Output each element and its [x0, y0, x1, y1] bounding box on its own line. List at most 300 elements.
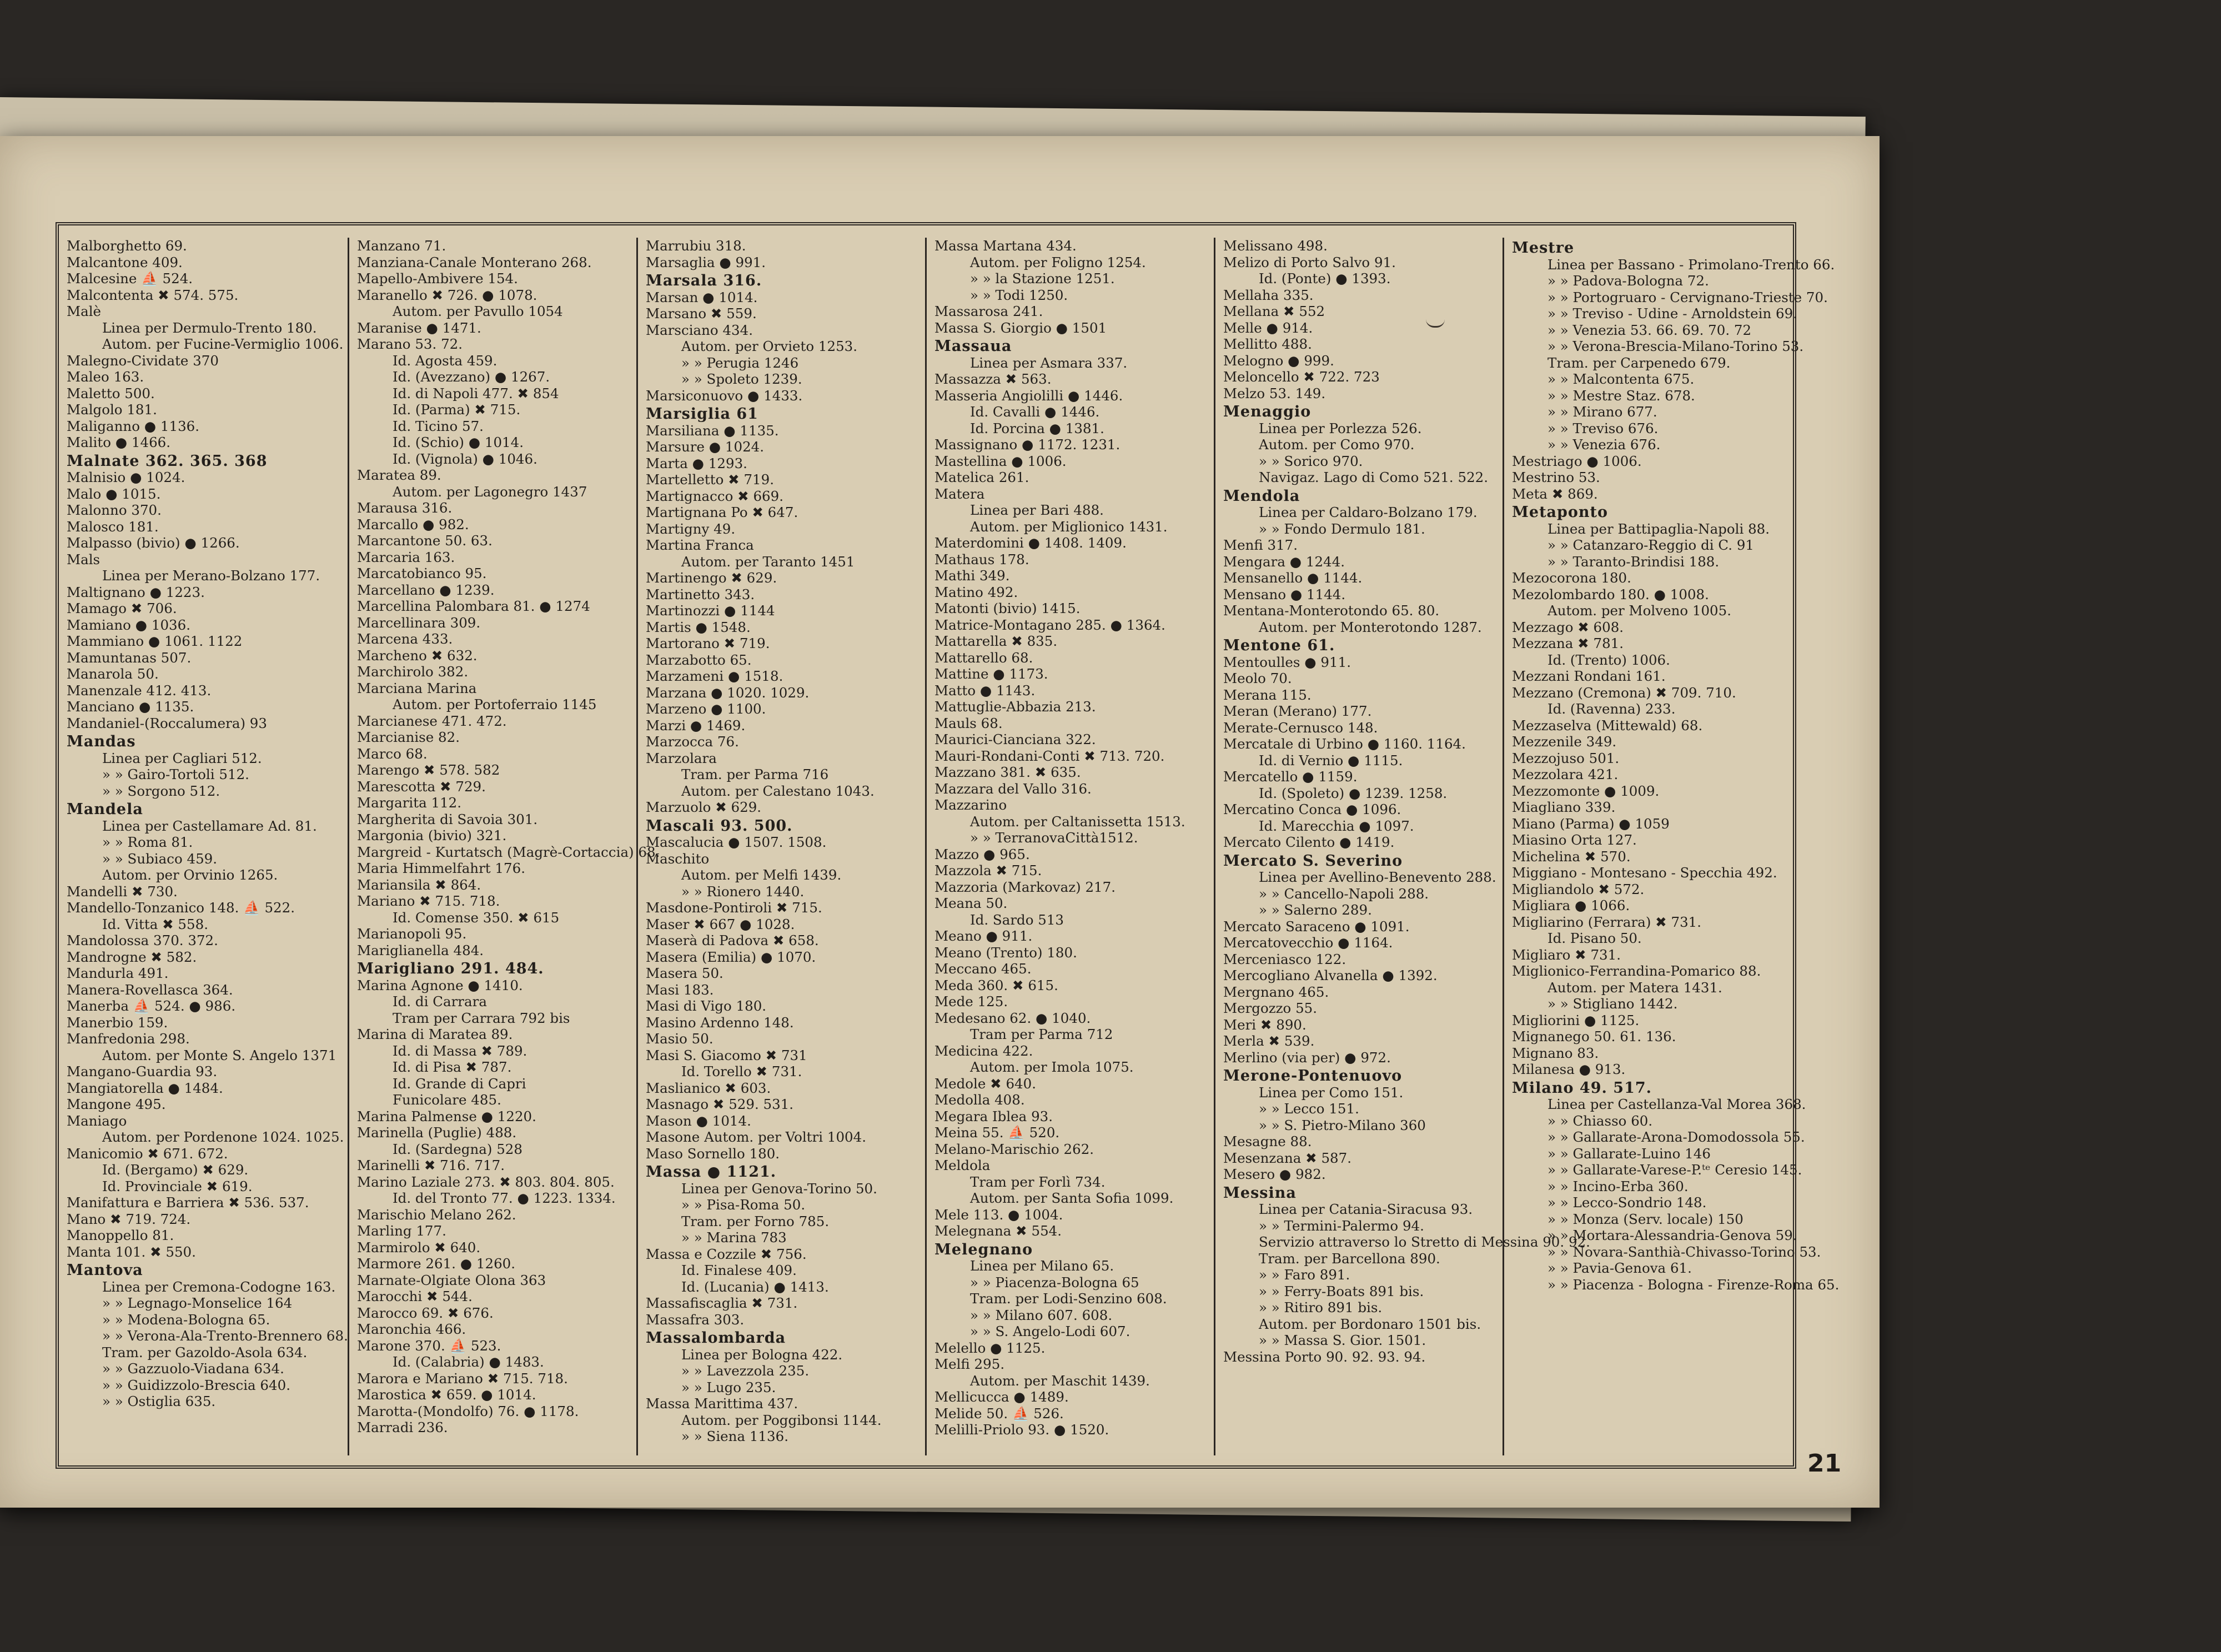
index-entry: » » Cancello-Napoli 288. [1259, 885, 1429, 902]
index-entry: Miano (Parma) ● 1059 [1512, 815, 1670, 832]
index-entry: Autom. per Orvinio 1265. [102, 867, 278, 883]
index-entry: Mestriago ● 1006. [1512, 453, 1642, 469]
index-entry: Miasino Orta 127. [1512, 832, 1637, 848]
index-entry: Masdone-Pontiroli ✖ 715. [646, 900, 822, 916]
index-entry: Manziana-Canale Monterano 268. [357, 254, 592, 270]
index-entry: Marino Laziale 273. ✖ 803. 804. 805. [357, 1173, 615, 1190]
index-entry: Massazza ✖ 563. [934, 371, 1052, 387]
index-entry: Tram. per Barcellona 890. [1259, 1250, 1440, 1267]
index-heading: Mandela [67, 801, 143, 818]
index-entry: Masseria Angiolilli ● 1446. [934, 387, 1123, 404]
index-entry: Autom. per Caltanissetta 1513. [970, 813, 1185, 830]
index-entry: Merana 115. [1223, 686, 1312, 703]
index-entry: » » Lugo 235. [681, 1379, 776, 1395]
index-entry: Migliarino (Ferrara) ✖ 731. [1512, 913, 1702, 930]
index-entry: Mathi 349. [934, 568, 1010, 584]
index-entry: Mangano-Guardia 93. [67, 1063, 218, 1079]
index-entry: Maser ✖ 667 ● 1028. [646, 916, 795, 932]
index-entry: Id. Ticino 57. [393, 418, 484, 434]
index-entry: Malborghetto 69. [67, 238, 187, 254]
index-entry: Martinozzi ● 1144 [646, 602, 775, 619]
index-entry: Melello ● 1125. [934, 1339, 1046, 1356]
index-entry: Matino 492. [934, 584, 1018, 600]
index-entry: Mergozzo 55. [1223, 1000, 1318, 1016]
index-entry: Marcaria 163. [357, 549, 455, 565]
index-entry: Malcantone 409. [67, 254, 183, 270]
index-entry: Marsiconuovo ● 1433. [646, 387, 803, 404]
index-entry: » » Guidizzolo-Brescia 640. [102, 1377, 290, 1393]
index-entry: Merla ✖ 539. [1223, 1033, 1315, 1049]
index-entry: Linea per Caldaro-Bolzano 179. [1259, 504, 1478, 520]
index-entry: Margonia (bivio) 321. [357, 827, 507, 843]
index-entry: Maurici-Cianciana 322. [934, 731, 1096, 747]
index-entry: Maronchia 466. [357, 1321, 466, 1337]
book-page [0, 136, 1880, 1508]
index-entry: Marcena 433. [357, 631, 453, 647]
index-entry: Mazzoria (Markovaz) 217. [934, 878, 1116, 895]
index-entry: Miagliano 339. [1512, 799, 1616, 815]
index-entry: Autom. per Como 970. [1259, 436, 1415, 453]
index-entry: Maranise ● 1471. [357, 319, 481, 336]
index-entry: Mercatale di Urbino ● 1160. 1164. [1223, 736, 1466, 752]
index-entry: Martina Franca [646, 537, 754, 553]
index-entry: Marengo ✖ 578. 582 [357, 762, 500, 778]
index-entry: Marling 177. [357, 1223, 446, 1239]
index-heading: Mascali 93. 500. [646, 817, 793, 835]
index-entry: Linea per Bassano - Primolano-Trento 66. [1547, 256, 1835, 273]
index-entry: Id. Sardo 513 [970, 911, 1064, 928]
index-entry: Mergnano 465. [1223, 983, 1329, 1000]
index-entry: Marnate-Olgiate Olona 363 [357, 1272, 546, 1288]
index-entry: Marzi ● 1469. [646, 717, 746, 734]
index-entry: Marocco 69. ✖ 676. [357, 1304, 494, 1321]
index-entry: Mandelli ✖ 730. [67, 883, 178, 900]
index-entry: » » Malcontenta 675. [1547, 371, 1695, 387]
index-entry: Id. Porcina ● 1381. [970, 420, 1104, 436]
index-entry: Maltignano ● 1223. [67, 584, 205, 600]
index-entry: Marora e Mariano ✖ 715. 718. [357, 1370, 568, 1387]
index-entry: Manoppello 81. [67, 1227, 174, 1243]
index-entry: Mezolombardo 180. ● 1008. [1512, 586, 1709, 602]
index-entry: » » Milano 607. 608. [970, 1307, 1113, 1323]
index-entry: Malpasso (bivio) ● 1266. [67, 535, 240, 551]
index-entry: Manera-Rovellasca 364. [67, 981, 233, 998]
index-entry: Massarosa 241. [934, 303, 1043, 319]
index-entry: Martigny 49. [646, 520, 736, 537]
index-entry: Migliaro ✖ 731. [1512, 946, 1621, 963]
index-heading: Mestre [1512, 239, 1575, 257]
index-entry: Martinengo ✖ 629. [646, 570, 777, 586]
index-entry: » » Mestre Staz. 678. [1547, 387, 1695, 404]
index-entry: Martignacco ✖ 669. [646, 488, 784, 504]
index-entry: Manciano ● 1135. [67, 699, 194, 715]
index-entry: Autom. per Calestano 1043. [681, 782, 875, 799]
index-entry: Autom. per Poggibonsi 1144. [681, 1412, 882, 1428]
index-entry: » » Padova-Bologna 72. [1547, 273, 1709, 289]
index-entry: » » Spoleto 1239. [681, 371, 802, 387]
index-entry: Mignano 83. [1512, 1045, 1599, 1061]
index-entry: Marmore 261. ● 1260. [357, 1256, 516, 1272]
index-entry: Marcellano ● 1239. [357, 581, 495, 598]
index-entry: Mazzarino [934, 797, 1007, 813]
index-entry: Marcheno ✖ 632. [357, 647, 478, 664]
index-entry: » » Verona-Ala-Trento-Brennero 68. [102, 1328, 348, 1344]
index-entry: Autom. per Molveno 1005. [1547, 602, 1732, 619]
index-entry: Migliandolo ✖ 572. [1512, 881, 1645, 897]
index-entry: Medicina 422. [934, 1042, 1033, 1059]
index-entry: Autom. per Miglionico 1431. [970, 518, 1168, 535]
index-entry: Marcallo ● 982. [357, 516, 469, 533]
index-entry: Id. (Spoleto) ● 1239. 1258. [1259, 785, 1448, 801]
index-entry: Marcellina Palombara 81. ● 1274 [357, 598, 590, 614]
index-entry: Autom. per Fucine-Vermiglio 1006. [102, 336, 344, 352]
index-entry: Autom. per Foligno 1254. [970, 254, 1146, 270]
index-entry: Linea per Genova-Torino 50. [681, 1180, 877, 1197]
index-entry: » » Gallarate-Varese-P.ᵗᵉ Ceresio 145. [1547, 1162, 1802, 1178]
index-entry: Mesero ● 982. [1223, 1166, 1326, 1182]
index-entry: Id. (Ponte) ● 1393. [1259, 270, 1391, 287]
index-entry: Massa Martana 434. [934, 238, 1077, 254]
index-entry: » » Mirano 677. [1547, 404, 1657, 420]
index-entry: Marostica ✖ 659. ● 1014. [357, 1387, 536, 1403]
index-entry: Massa e Cozzile ✖ 756. [646, 1246, 807, 1262]
index-entry: Masera (Emilia) ● 1070. [646, 948, 816, 965]
index-entry: » » Lecco-Sondrio 148. [1547, 1194, 1707, 1211]
index-entry: Meda 360. ✖ 615. [934, 977, 1058, 993]
index-heading: Melegnano [934, 1241, 1033, 1258]
index-entry: Michelina ✖ 570. [1512, 848, 1631, 865]
index-entry: » » Gazzuolo-Viadana 634. [102, 1360, 284, 1377]
index-entry: Malnisio ● 1024. [67, 469, 185, 485]
index-entry: Marzolara [646, 750, 717, 766]
index-entry: Martis ● 1548. [646, 619, 751, 635]
index-entry: » » Todi 1250. [970, 287, 1068, 303]
index-entry: Melano-Marischio 262. [934, 1141, 1094, 1157]
index-heading: Massalombarda [646, 1329, 786, 1347]
index-entry: » » Gallarate-Luino 146 [1547, 1145, 1711, 1162]
index-heading: Mendola [1223, 487, 1300, 505]
index-entry: Martignana Po ✖ 647. [646, 504, 798, 520]
index-entry: Marsaglia ● 991. [646, 254, 766, 270]
index-entry: Id. Cavalli ● 1446. [970, 404, 1100, 420]
index-entry: Marinella (Puglie) 488. [357, 1124, 517, 1141]
index-entry: Merceniasco 122. [1223, 951, 1346, 967]
index-entry: Id. di Napoli 477. ✖ 854 [393, 385, 559, 401]
index-entry: » » Roma 81. [102, 834, 193, 850]
index-heading: Malnate 362. 365. 368 [67, 452, 268, 470]
index-entry: Linea per Cagliari 512. [102, 750, 262, 766]
index-entry: » » Gairo-Tortoli 512. [102, 766, 249, 782]
index-entry: Id. (Vignola) ● 1046. [393, 450, 537, 467]
index-entry: Marzana ● 1020. 1029. [646, 684, 810, 701]
index-entry: Mellana ✖ 552 [1223, 303, 1325, 319]
index-entry: Id. Comense 350. ✖ 615 [393, 909, 560, 926]
index-entry: Mellitto 488. [1223, 336, 1312, 352]
index-entry: » » TerranovaCittà1512. [970, 830, 1138, 846]
index-entry: » » Treviso 676. [1547, 420, 1659, 436]
index-entry: Marina di Maratea 89. [357, 1026, 513, 1042]
index-entry: Marano 53. 72. [357, 336, 463, 352]
index-entry: Meloncello ✖ 722. 723 [1223, 369, 1380, 385]
index-entry: Maratea 89. [357, 467, 441, 483]
index-entry: Manfredonia 298. [67, 1031, 190, 1047]
index-entry: » » Catanzaro-Reggio di C. 91 [1547, 537, 1755, 553]
index-entry: Mezzano (Cremona) ✖ 709. 710. [1512, 684, 1736, 701]
index-entry: Linea per Catania-Siracusa 93. [1259, 1201, 1473, 1217]
index-entry: Id. (Avezzano) ● 1267. [393, 369, 550, 385]
index-entry: Melle ● 914. [1223, 319, 1313, 336]
index-entry: Marotta-(Mondolfo) 76. ● 1178. [357, 1403, 579, 1419]
index-entry: Melide 50. ⛵ 526. [934, 1405, 1064, 1422]
index-entry: Malè [67, 303, 102, 319]
index-heading: Mandas [67, 733, 136, 750]
index-entry: Autom. per Monte S. Angelo 1371 [102, 1047, 337, 1063]
index-entry: Funicolare 485. [393, 1092, 501, 1108]
index-entry: Messina Porto 90. 92. 93. 94. [1223, 1348, 1426, 1365]
index-entry: Mariano ✖ 715. 718. [357, 893, 500, 909]
index-entry: Maniago [67, 1112, 127, 1129]
index-entry: Mellaha 335. [1223, 287, 1314, 303]
index-entry: Massignano ● 1172. 1231. [934, 436, 1120, 453]
index-entry: Mandolossa 370. 372. [67, 932, 218, 948]
index-entry: Manenzale 412. 413. [67, 682, 212, 699]
index-entry: Mammiano ● 1061. 1122 [67, 633, 243, 649]
index-entry: Tram per Carrara 792 bis [393, 1010, 570, 1026]
index-entry: Massafiscaglia ✖ 731. [646, 1295, 798, 1311]
index-entry: Maslianico ✖ 603. [646, 1079, 771, 1096]
index-entry: Manta 101. ✖ 550. [67, 1243, 196, 1260]
index-entry: Id. Agosta 459. [393, 352, 498, 369]
index-entry: Id. (Bergamo) ✖ 629. [102, 1162, 249, 1178]
index-entry: Meano ● 911. [934, 928, 1033, 944]
index-entry: Mandello-Tonzanico 148. ⛵ 522. [67, 900, 295, 916]
index-entry: Marciana Marina [357, 680, 477, 696]
index-entry: » » Sorico 970. [1259, 453, 1363, 469]
index-entry: Linea per Milano 65. [970, 1258, 1114, 1274]
index-entry: » » Incino-Erba 360. [1547, 1178, 1689, 1194]
index-entry: Autom. per Pordenone 1024. 1025. [102, 1129, 344, 1145]
index-entry: » » Novara-Santhià-Chivasso-Torino 53. [1547, 1243, 1821, 1260]
index-entry: Maschito [646, 850, 710, 867]
index-entry: » » Monza (Serv. locale) 150 [1547, 1211, 1743, 1227]
index-entry: Maso Sornello 180. [646, 1145, 780, 1162]
index-entry: Menfi 317. [1223, 537, 1298, 553]
index-entry: Tram per Parma 712 [970, 1026, 1113, 1042]
index-entry: Marcianese 471. 472. [357, 712, 507, 729]
index-entry: » » Taranto-Brindisi 188. [1547, 553, 1720, 570]
index-entry: Tram per Forlì 734. [970, 1173, 1106, 1190]
index-entry: Mariansila ✖ 864. [357, 876, 481, 893]
index-entry: » » Chiasso 60. [1547, 1112, 1653, 1129]
index-entry: Marsure ● 1024. [646, 439, 765, 455]
index-entry: Marzabotto 65. [646, 651, 752, 668]
index-heading: Marsala 316. [646, 272, 762, 289]
index-entry: Linea per Porlezza 526. [1259, 420, 1422, 436]
index-entry: Manifattura e Barriera ✖ 536. 537. [67, 1194, 309, 1211]
index-entry: » » Lavezzola 235. [681, 1363, 810, 1379]
index-entry: Mercatello ● 1159. [1223, 769, 1358, 785]
index-entry: Autom. per Monterotondo 1287. [1259, 619, 1482, 635]
index-entry: Mercatino Conca ● 1096. [1223, 801, 1401, 817]
index-entry: » » Venezia 676. [1547, 436, 1661, 453]
index-entry: » » Legnago-Monselice 164 [102, 1295, 293, 1311]
index-column-1 [59, 238, 348, 1455]
index-entry: Autom. per Melfi 1439. [681, 867, 842, 883]
index-entry: » » Portogruaro - Cervignano-Trieste 70. [1547, 289, 1828, 305]
index-entry: Mapello-Ambivere 154. [357, 270, 518, 287]
index-entry: » » Stigliano 1442. [1547, 996, 1678, 1012]
index-heading: Mentone 61. [1223, 637, 1335, 654]
index-entry: » » S. Angelo-Lodi 607. [970, 1323, 1130, 1339]
index-entry: Mezzana ✖ 781. [1512, 635, 1624, 651]
index-entry: Massa Marittima 437. [646, 1395, 798, 1412]
index-entry: Mezocorona 180. [1512, 570, 1631, 586]
index-entry: Tram. per Carpenedo 679. [1547, 354, 1731, 371]
index-entry: » » Subiaco 459. [102, 850, 218, 867]
index-heading: Marsiglia 61 [646, 405, 758, 423]
index-entry: Marsciano 434. [646, 322, 753, 338]
index-entry: Mercato Saraceno ● 1091. [1223, 918, 1410, 935]
index-entry: Malgolo 181. [67, 401, 157, 418]
index-entry: Meina 55. ⛵ 520. [934, 1124, 1060, 1141]
index-entry: Id. (Sardegna) 528 [393, 1141, 522, 1157]
index-entry: Mercatovecchio ● 1164. [1223, 935, 1393, 951]
index-entry: Linea per Castellamare Ad. 81. [102, 817, 317, 834]
index-entry: Mathaus 178. [934, 551, 1029, 568]
index-entry: » » Lecco 151. [1259, 1101, 1359, 1117]
index-entry: Massafra 303. [646, 1311, 745, 1328]
index-entry: Id. Finalese 409. [681, 1262, 797, 1278]
index-entry: Masnago ✖ 529. 531. [646, 1096, 794, 1112]
index-entry: Linea per Avellino-Benevento 288. [1259, 869, 1496, 885]
index-entry: » » Perugia 1246 [681, 354, 799, 371]
index-entry: Mamago ✖ 706. [67, 600, 177, 616]
index-entry: Autom. per Matera 1431. [1547, 979, 1722, 996]
index-entry: Marcianise 82. [357, 729, 460, 745]
index-entry: Malcesine ⛵ 524. [67, 270, 193, 287]
index-entry: Autom. per Portoferraio 1145 [393, 696, 597, 712]
index-entry: Migliorini ● 1125. [1512, 1012, 1640, 1028]
index-entry: Mesenzana ✖ 587. [1223, 1149, 1351, 1166]
index-entry: Mestrino 53. [1512, 469, 1600, 485]
index-entry: Mandrogne ✖ 582. [67, 948, 197, 965]
index-entry: Tram. per Gazoldo-Asola 634. [102, 1344, 308, 1360]
index-entry: Milanesa ● 913. [1512, 1061, 1626, 1077]
index-entry: Marzameni ● 1518. [646, 668, 783, 684]
index-entry: Masi di Vigo 180. [646, 998, 767, 1014]
index-heading: Messina [1223, 1184, 1297, 1202]
index-entry: Mezzolara 421. [1512, 766, 1619, 782]
index-entry: Melogno ● 999. [1223, 352, 1334, 369]
index-entry: Marmirolo ✖ 640. [357, 1239, 481, 1256]
index-entry: Linea per Merano-Bolzano 177. [102, 568, 320, 584]
index-entry: » » Ostiglia 635. [102, 1393, 216, 1409]
index-entry: Matelica 261. [934, 469, 1029, 485]
index-entry: Melegnana ✖ 554. [934, 1223, 1062, 1239]
index-entry: Megara Iblea 93. [934, 1108, 1053, 1124]
index-entry: Mellicucca ● 1489. [934, 1389, 1069, 1405]
index-entry: Meri ✖ 890. [1223, 1016, 1307, 1033]
index-entry: Meano (Trento) 180. [934, 944, 1077, 961]
index-entry: Linea per Battipaglia-Napoli 88. [1547, 520, 1770, 537]
index-entry: Mandurla 491. [67, 965, 169, 981]
index-entry: Mezzani Rondani 161. [1512, 668, 1666, 684]
index-entry: Meana 50. [934, 895, 1008, 911]
index-entry: Mason ● 1014. [646, 1112, 751, 1129]
index-entry: Marrubiu 318. [646, 238, 746, 254]
index-entry: Autom. per Bordonaro 1501 bis. [1259, 1315, 1481, 1332]
index-entry: Marzeno ● 1100. [646, 701, 766, 717]
index-heading: Metaponto [1512, 504, 1609, 521]
index-entry: Marradi 236. [357, 1419, 448, 1435]
index-entry: » » Termini-Palermo 94. [1259, 1217, 1424, 1234]
index-entry: Matto ● 1143. [934, 682, 1036, 699]
index-entry: » » Rionero 1440. [681, 883, 805, 900]
index-entry: Meldola [934, 1157, 991, 1173]
index-entry: » » Gallarate-Arona-Domodossola 55. [1547, 1129, 1805, 1145]
index-heading: Mantova [67, 1262, 143, 1279]
index-entry: Navigaz. Lago di Como 521. 522. [1259, 469, 1489, 485]
index-entry: Migliara ● 1066. [1512, 897, 1630, 913]
index-entry: Miggiano - Montesano - Specchia 492. [1512, 865, 1777, 881]
index-entry: Mensano ● 1144. [1223, 586, 1346, 602]
index-entry: Marcatobianco 95. [357, 565, 487, 581]
index-entry: Margherita di Savoia 301. [357, 811, 538, 827]
index-entry: » » Pisa-Roma 50. [681, 1197, 806, 1213]
index-entry: Mazzo ● 965. [934, 846, 1030, 862]
index-entry: Id. di Pisa ✖ 787. [393, 1059, 512, 1075]
index-entry: Mengara ● 1244. [1223, 553, 1345, 570]
index-entry: Martinetto 343. [646, 586, 755, 602]
page-number: 21 [1807, 1449, 1842, 1478]
index-entry: Marone 370. ⛵ 523. [357, 1337, 501, 1354]
index-entry: Mattine ● 1173. [934, 666, 1048, 682]
index-entry: Linea per Bologna 422. [681, 1346, 843, 1363]
index-entry: Mede 125. [934, 993, 1008, 1010]
index-entry: Matonti (bivio) 1415. [934, 600, 1081, 616]
index-entry: Malcontenta ✖ 574. 575. [67, 287, 239, 303]
index-entry: » » Ritiro 891 bis. [1259, 1299, 1383, 1315]
index-frame [56, 222, 1840, 1469]
index-entry: Mangone 495. [67, 1096, 166, 1112]
index-entry: Marocchi ✖ 544. [357, 1288, 473, 1304]
index-entry: Linea per Dermulo-Trento 180. [102, 319, 317, 336]
index-entry: Meran (Merano) 177. [1223, 703, 1372, 719]
index-entry: Mamiano ● 1036. [67, 616, 190, 633]
index-entry: Marcantone 50. 63. [357, 533, 493, 549]
index-column-2 [348, 238, 660, 1455]
index-entry: Mascalucia ● 1507. 1508. [646, 834, 827, 850]
index-entry: Melzo 53. 149. [1223, 385, 1326, 401]
index-entry: Manerba ⛵ 524. ● 986. [67, 998, 236, 1014]
index-entry: Mercato Cilento ● 1419. [1223, 834, 1395, 850]
index-entry: Marzuolo ✖ 629. [646, 799, 762, 815]
index-entry: Id. Provinciale ✖ 619. [102, 1178, 253, 1194]
index-entry: Id. di Massa ✖ 789. [393, 1042, 527, 1059]
index-entry: Id. Torello ✖ 731. [681, 1063, 802, 1079]
index-entry: » » Ferry-Boats 891 bis. [1259, 1283, 1424, 1299]
index-entry: Massa S. Giorgio ● 1501 [934, 319, 1107, 336]
index-entry: » » Salerno 289. [1259, 902, 1372, 918]
index-entry: Id. di Carrara [393, 993, 487, 1010]
index-entry: Id. Vitta ✖ 558. [102, 916, 208, 932]
index-entry: Linea per Como 151. [1259, 1084, 1404, 1101]
index-entry: Masi S. Giacomo ✖ 731 [646, 1047, 807, 1063]
index-entry: Autom. per Imola 1075. [970, 1059, 1134, 1075]
index-entry: Mezzomonte ● 1009. [1512, 782, 1660, 799]
index-heading: Marigliano 291. 484. [357, 960, 544, 977]
index-entry: » » Faro 891. [1259, 1267, 1350, 1283]
